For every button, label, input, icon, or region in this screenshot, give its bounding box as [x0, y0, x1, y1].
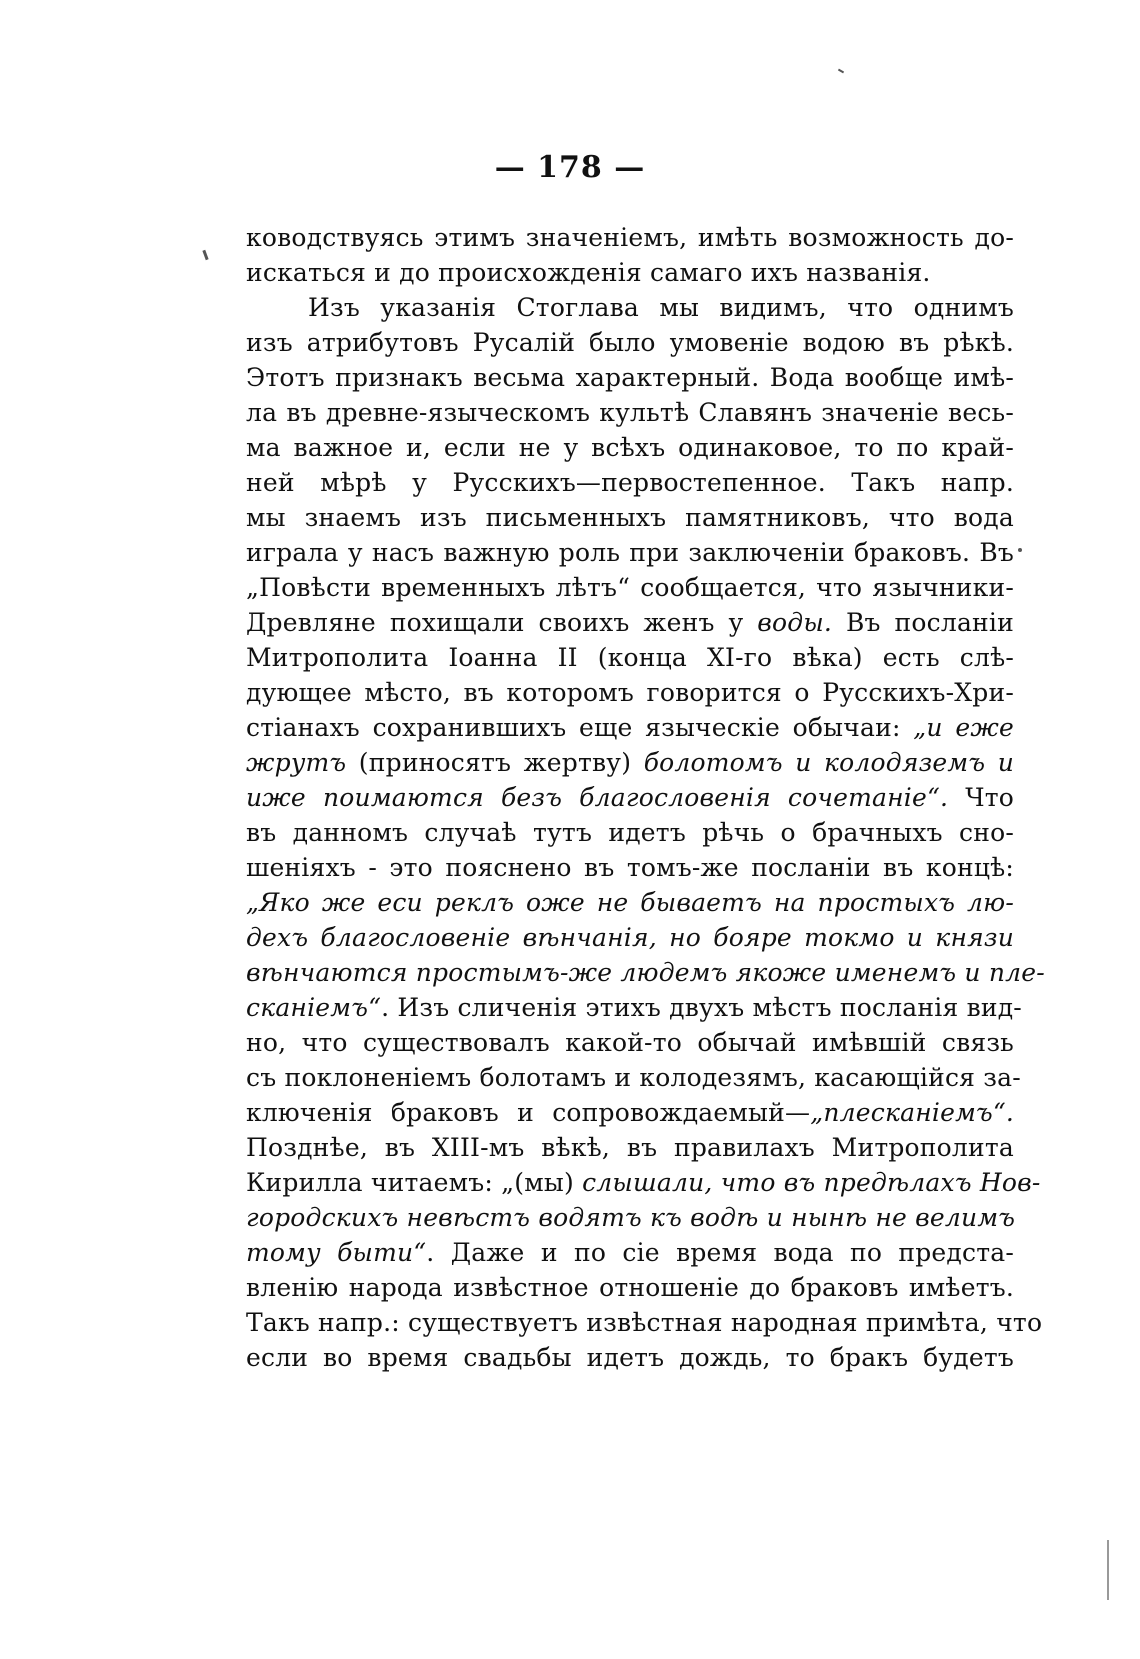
italic-quote-segment: „и еже: [913, 713, 1014, 742]
italic-quote-segment: слышали, что въ предѣлахъ Нов-: [582, 1168, 1041, 1197]
italic-quote-segment: жрутъ: [246, 748, 347, 777]
scan-speck: [838, 69, 844, 74]
text-segment: но, что существовалъ какой-то обычай имѣвшій связь: [246, 1028, 1014, 1057]
page-number: — 178 —: [494, 150, 646, 185]
text-segment: ководствуясь этимъ значеніемъ, имѣть возможность до-: [246, 223, 1014, 252]
text-segment: Этотъ признакъ весьма характерный. Вода вообще имѣ-: [246, 363, 1014, 392]
text-segment: шеніяхъ - это пояснено въ томъ-же посланіи въ концѣ:: [246, 853, 1014, 882]
text-line: [246, 990, 1022, 1025]
text-segment: вленію народа извѣстное отношеніе до браковъ имѣетъ.: [246, 1273, 1014, 1302]
text-line: [246, 220, 1014, 255]
text-line: [246, 395, 1014, 430]
italic-quote-segment: „плесканіемъ“.: [810, 1098, 1014, 1127]
scan-speck: [202, 250, 208, 260]
text-line: [246, 815, 1014, 850]
text-segment: Кирилла читаемъ: „(мы): [246, 1168, 583, 1197]
text-line: [246, 360, 1014, 395]
text-line: [246, 955, 1045, 990]
text-segment: ма важное и, если не у всѣхъ одинаковое, то по край-: [246, 433, 1014, 462]
body-text: [246, 220, 1045, 1375]
text-line: [246, 1130, 1014, 1165]
text-line: [246, 640, 1014, 675]
text-line: [246, 850, 1014, 885]
text-segment: ла въ древне-языческомъ культѣ Славянъ значеніе весь-: [246, 398, 1014, 427]
text-segment: . Даже и по сіе время вода по предста-: [426, 1238, 1014, 1267]
text-line: [246, 605, 1014, 640]
text-segment: ключенія браковъ и сопровождаемый—: [246, 1098, 811, 1127]
text-line: [246, 1060, 1021, 1095]
text-line: [246, 1165, 1041, 1200]
italic-quote-segment: болотомъ и колодяземъ и: [643, 748, 1014, 777]
italic-quote-segment: иже поимаются безъ благословенія сочетаніе“.: [246, 783, 949, 812]
text-segment: Въ посланіи: [832, 608, 1014, 637]
text-segment: мы знаемъ изъ письменныхъ памятниковъ, что вода: [246, 503, 1014, 532]
italic-quote-segment: вѣнчаются простымъ-же людемъ якоже именемъ и пле-: [246, 958, 1045, 987]
text-segment: съ поклоненіемъ болотамъ и колодезямъ, касающійся за-: [246, 1063, 1021, 1092]
italic-quote-segment: тому быти“: [246, 1238, 427, 1267]
text-line: [246, 885, 1014, 920]
text-segment: если во время свадьбы идетъ дождь, то бракъ будетъ: [246, 1343, 1014, 1372]
text-line: [246, 710, 1014, 745]
text-line: [246, 1025, 1014, 1060]
scan-speck: [1018, 548, 1022, 552]
text-segment: Изъ указанія Стоглава мы видимъ, что однимъ: [308, 293, 1014, 322]
text-segment: искаться и до происхожденія самаго ихъ названія.: [246, 258, 931, 287]
text-segment: Что: [948, 783, 1014, 812]
text-segment: Позднѣе, въ XIII-мъ вѣкѣ, въ правилахъ Митрополита: [246, 1133, 1014, 1162]
text-line: [246, 675, 1014, 710]
text-segment: дующее мѣсто, въ которомъ говорится о Русскихъ-Хри-: [246, 678, 1014, 707]
text-line: [246, 1095, 1014, 1130]
text-line: [246, 290, 1014, 325]
text-line: [246, 920, 1014, 955]
text-line: [246, 1305, 1043, 1340]
text-segment: Древляне похищали своихъ женъ у: [246, 608, 758, 637]
text-segment: въ данномъ случаѣ тутъ идетъ рѣчь о брачныхъ сно-: [246, 818, 1014, 847]
italic-quote-segment: воды.: [757, 608, 833, 637]
text-line: [246, 780, 1014, 815]
text-line: [246, 465, 1014, 500]
text-line: [246, 500, 1014, 535]
text-segment: „Повѣсти временныхъ лѣтъ“ сообщается, что язычники-: [246, 573, 1014, 602]
text-segment: играла у насъ важную роль при заключеніи браковъ. Въ: [246, 538, 1014, 567]
text-segment: . Изъ сличенія этихъ двухъ мѣстъ посланія вид-: [381, 993, 1022, 1022]
text-line: [246, 255, 1014, 290]
text-segment: стіанахъ сохранившихъ еще языческіе обычаи:: [246, 713, 914, 742]
text-segment: (приносятъ жертву): [346, 748, 644, 777]
italic-quote-segment: „Яко же еси реклъ оже не бываетъ на простыхъ лю-: [246, 888, 1014, 917]
text-line: [246, 325, 1014, 360]
italic-quote-segment: сканіемъ“: [246, 993, 382, 1022]
text-segment: Митрополита Іоанна II (конца XI-го вѣка) есть слѣ-: [246, 643, 1014, 672]
italic-quote-segment: городскихъ невѣстъ водятъ къ водѣ и нынѣ не велимъ: [246, 1203, 1016, 1232]
text-line: [246, 1200, 1014, 1235]
text-segment: Такъ напр.: существуетъ извѣстная народная примѣта, что: [246, 1308, 1043, 1337]
text-line: [246, 1235, 1014, 1270]
text-line: [246, 535, 1014, 570]
text-segment: изъ атрибутовъ Русалій было умовеніе водою въ рѣкѣ.: [246, 328, 1014, 357]
scan-speck: [1107, 1540, 1109, 1600]
text-line: [246, 745, 1014, 780]
text-line: [246, 1270, 1014, 1305]
italic-quote-segment: дехъ благословеніе вѣнчанія, но бояре токмо и князи: [246, 923, 1014, 952]
text-segment: ней мѣрѣ у Русскихъ—первостепенное. Такъ напр.: [246, 468, 1014, 497]
text-line: [246, 430, 1014, 465]
text-line: [246, 570, 1014, 605]
text-line: [246, 1340, 1014, 1375]
